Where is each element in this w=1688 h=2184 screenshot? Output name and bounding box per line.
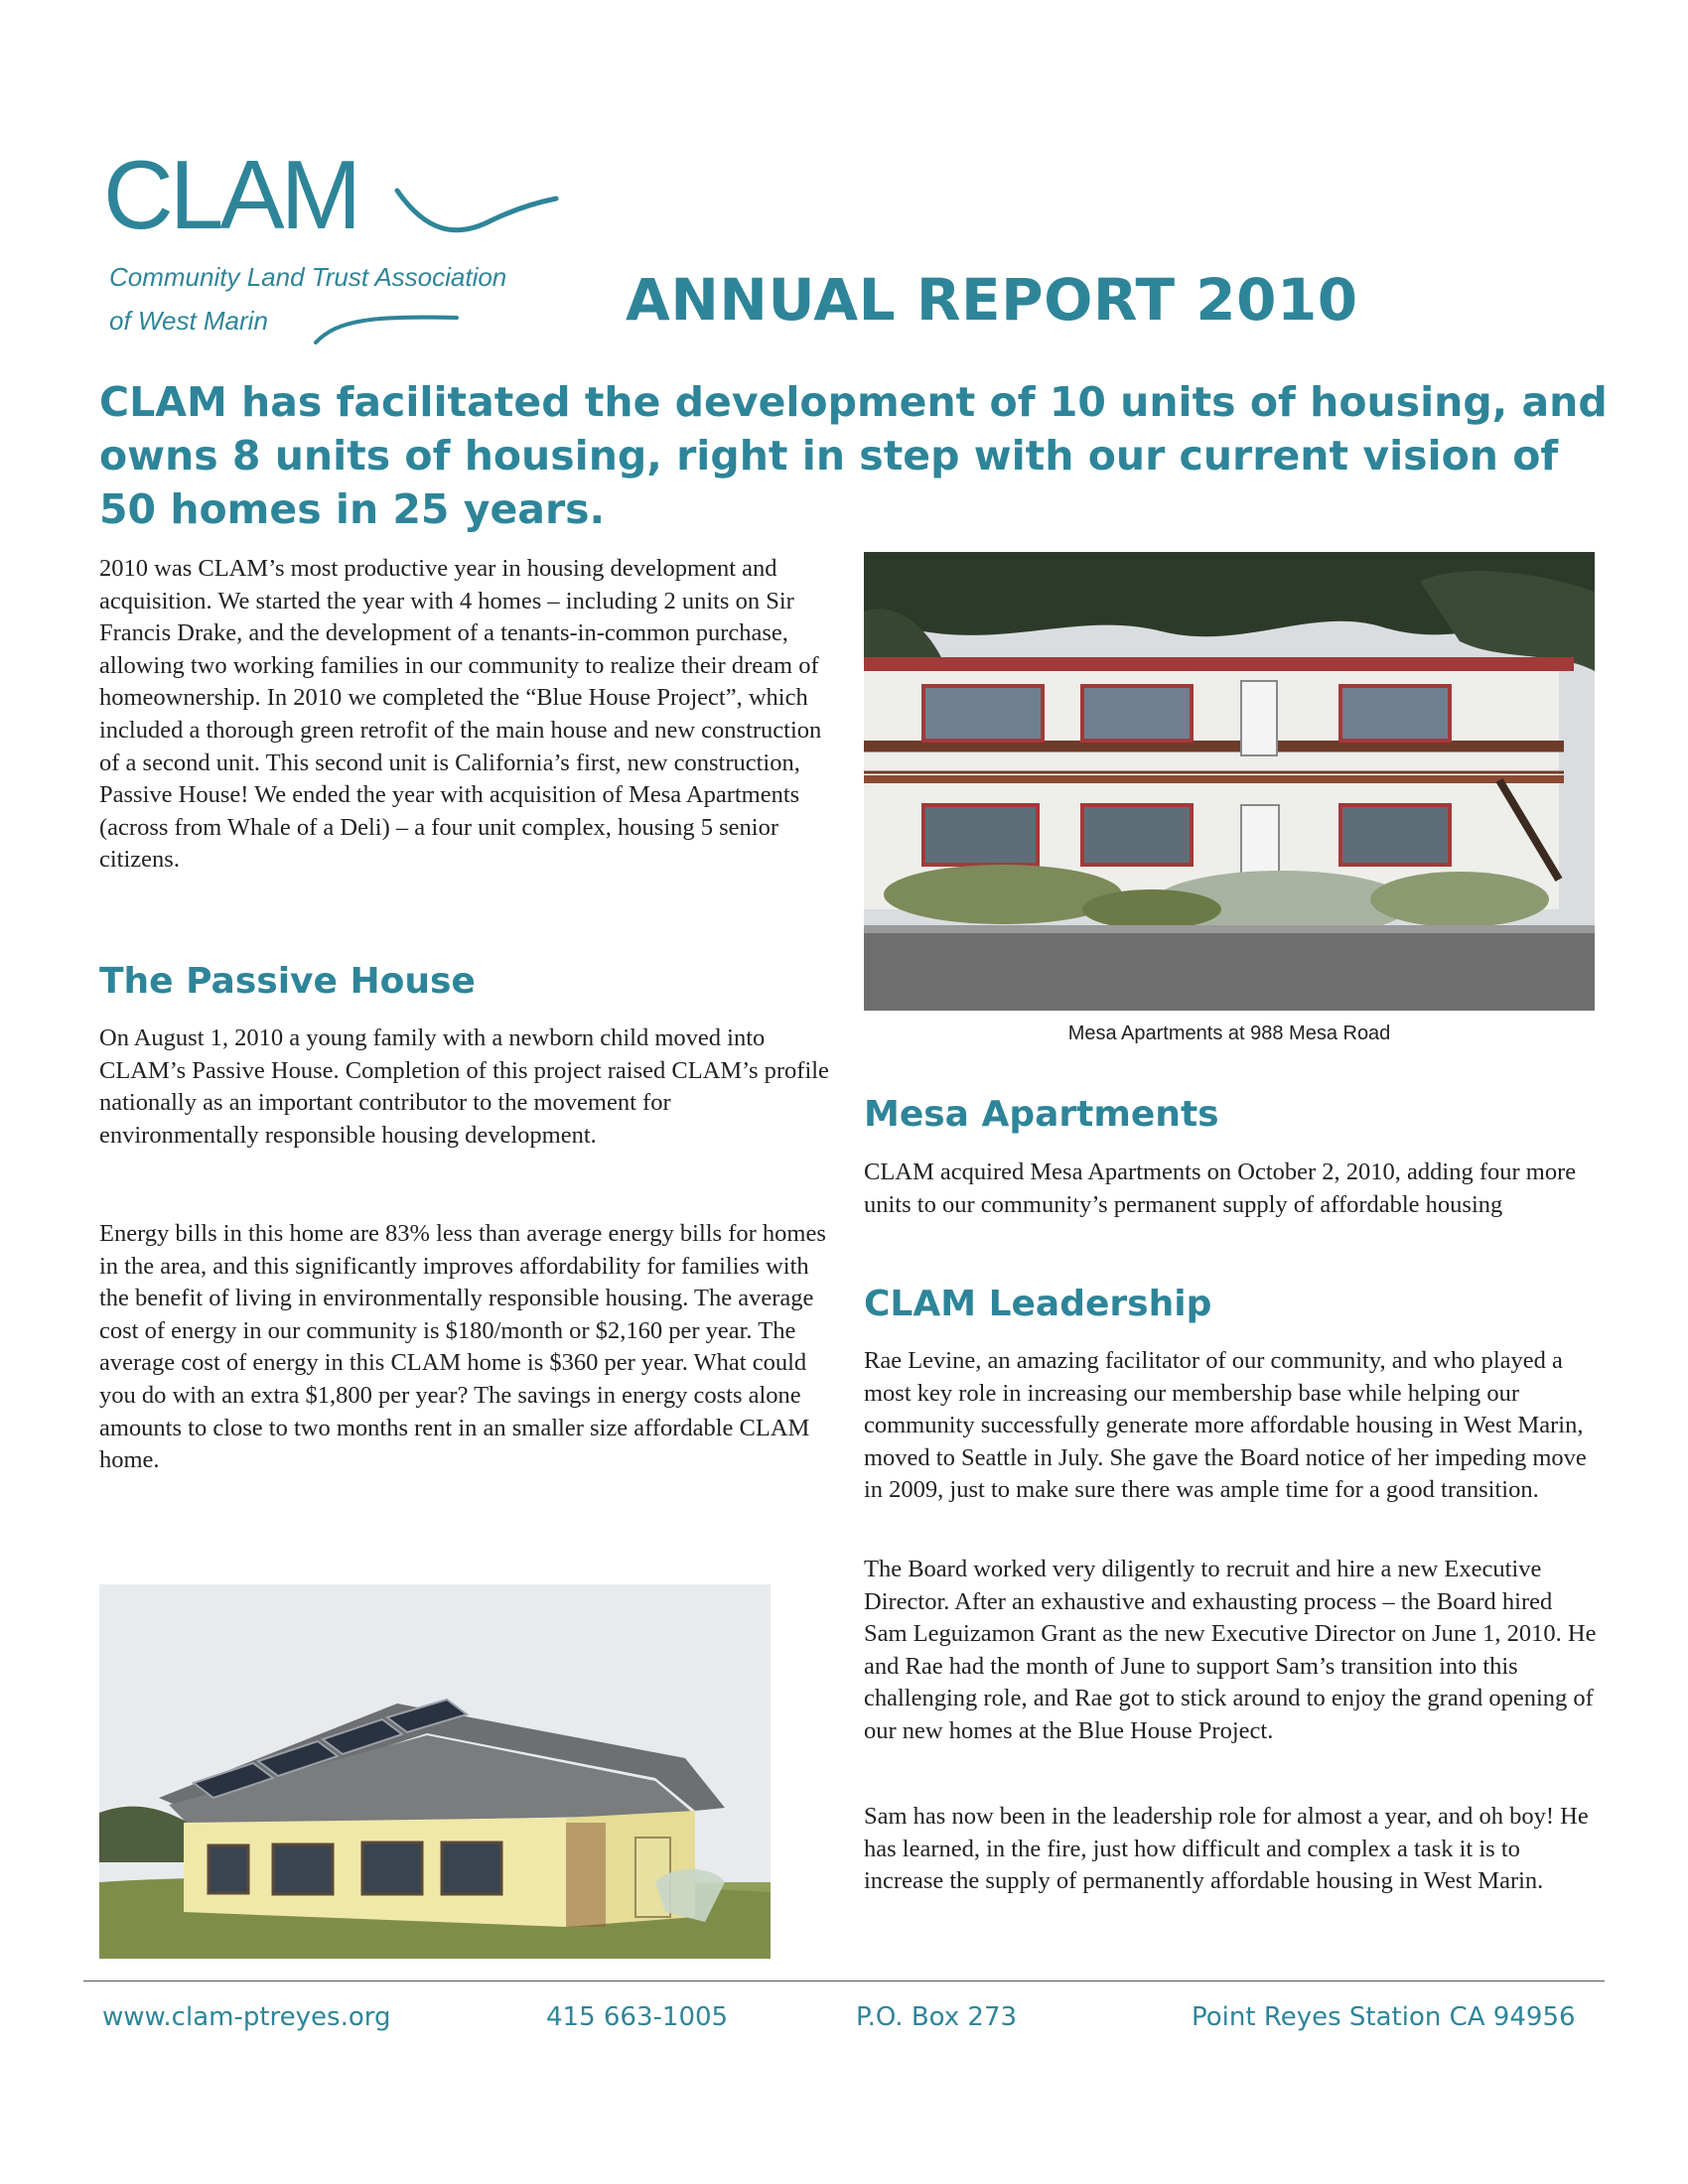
leadership-paragraph-3: Sam has now been in the leadership role for almost a year, and oh boy! He has learned, in the fire, just how difficult and complex a task it is to increase the supply of permanently affordable housing in West Marin. xyxy=(864,1803,1589,1895)
headline: CLAM has facilitated the development of 10 units of housing, and owns 8 units of housing, right in step with our current vision of 50 homes in 25 years. xyxy=(99,378,1608,533)
logo-swoosh-top xyxy=(397,191,556,230)
footer-phone: 415 663-1005 xyxy=(546,2002,729,2032)
passive-house-paragraph-1: On August 1, 2010 a young family with a newborn child moved into CLAM’s Passive House. Completion of this project raised CLAM’s profile nationally as an important contributor to the movement for environmentally responsible housing development. xyxy=(99,1024,829,1149)
passive-house-paragraph-2: Energy bills in this home are 83% less than average energy bills for homes in the area, and this significantly improves affordability for families with the benefit of living in environmentally responsible housing. The average cost of energy in our community is $180/month or $2,160 per year. The average cost of energy in this CLAM home is $360 per year. What could you do with an extra $1,800 per year? The savings in energy costs alone amounts to close to two months rent in an smaller size affordable CLAM home. xyxy=(99,1220,826,1474)
mesa-apartments-paragraph: CLAM acquired Mesa Apartments on October 2, 2010, adding four more units to our community’s permanent supply of affordable housing xyxy=(864,1159,1577,1218)
footer-po-box: P.O. Box 273 xyxy=(856,2002,1018,2032)
logo-swoosh-bottom xyxy=(316,318,457,342)
logo-name: CLAM xyxy=(103,140,358,249)
footer-address: Point Reyes Station CA 94956 xyxy=(1192,2002,1576,2032)
footer-divider xyxy=(83,1980,1605,1981)
leadership-heading: CLAM Leadership xyxy=(864,1284,1212,1324)
passive-house-heading: The Passive House xyxy=(99,961,476,1002)
mesa-photo-caption: Mesa Apartments at 988 Mesa Road xyxy=(1067,1023,1391,1044)
report-title: ANNUAL REPORT 2010 xyxy=(626,266,1358,334)
footer-website-link[interactable]: www.clam-ptreyes.org xyxy=(102,2002,391,2032)
clam-logo xyxy=(99,139,566,347)
mesa-apartments-heading: Mesa Apartments xyxy=(864,1094,1219,1135)
mesa-apartments-photo xyxy=(864,552,1595,1011)
intro-paragraph: 2010 was CLAM’s most productive year in housing development and acquisition. We started the year with 4 homes – including 2 units on Sir Francis Drake, and the development of a tenants-in-common purchase, allowing two working families in our community to realize their dream of homeownership. In 2010 we completed the “Blue House Project”, which included a thorough green retrofit of the main house and new construction of a second unit. This second unit is California’s first, new construction, Passive House! We ended the year with acquisition of Mesa Apartments (across from Whale of a Deli) – a four unit complex, housing 5 senior citizens. xyxy=(99,555,822,874)
leadership-paragraph-2: The Board worked very diligently to recruit and hire a new Executive Director. After an exhaustive and exhausting process – the Board hired Sam Leguizamon Grant as the new Executive Director on June 1, 2010. He and Rae had the month of June to support Sam’s transition into this challenging role, and Rae got to stick around to enjoy the grand opening of our new homes at the Blue House Project. xyxy=(864,1556,1597,1744)
leadership-paragraph-1: Rae Levine, an amazing facilitator of our community, and who played a most key role in increasing our membership base while helping our community successfully generate more affordable housing in West Marin, moved to Seattle in July. She gave the Board notice of her impeding move in 2009, just to make sure there was ample time for a good transition. xyxy=(864,1347,1587,1504)
logo-line2: of West Marin xyxy=(109,306,268,336)
logo-line1: Community Land Trust Association xyxy=(109,262,507,292)
passive-house-photo xyxy=(99,1584,771,1959)
